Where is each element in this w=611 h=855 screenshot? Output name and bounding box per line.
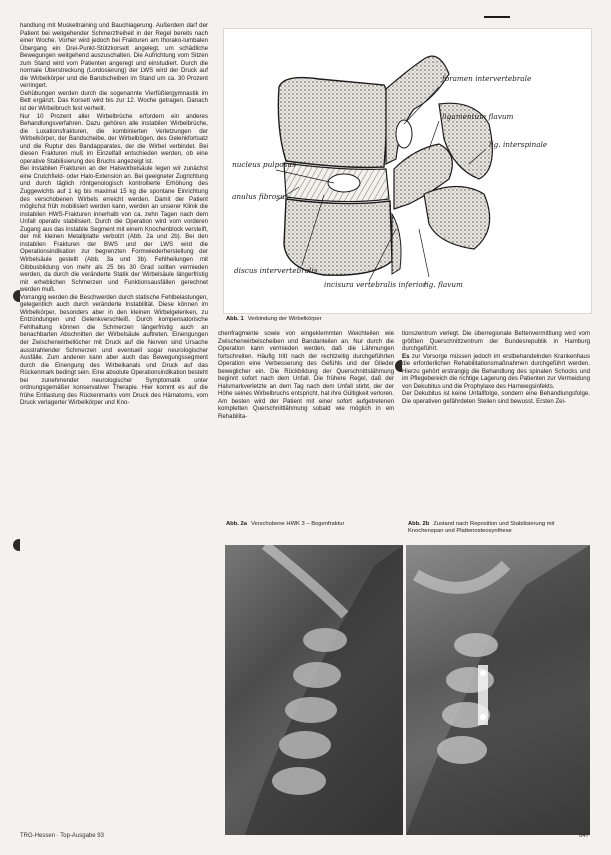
column-2	[218, 330, 394, 421]
figure1-caption-text: Verbindung der Wirbelkörper	[247, 316, 322, 322]
figure2a-caption	[226, 521, 396, 528]
col3-lead: Es	[402, 352, 410, 360]
figure-vertebra-diagram	[223, 28, 592, 314]
page-number: 647	[578, 833, 589, 839]
col3-paragraph-2	[402, 353, 590, 391]
col1-paragraph: handlung mit Muskeltraining und Bauchlagerung. Außerdem darf der Patient bei weitgehender Schmerzfreiheit in der Regel bereits nach einer Woche. Vorher wird jedoch bei Frakturen am thorako-lumbalen Übergang ein Drei-Punkt-Stützkorsett angelegt, um schädliche Bewegungen weitgehend auszuschalten. Die Aufrichtung vom Sitzen zum Stand wird vom Patienten angeregt und einstudiert. Durch die normale Überstreckung (Lordosierung) der LWS wird der Druck auf die Wirbelkörper und die Bandscheiben im Stand um ca. 30 Prozent verringert.	[20, 22, 208, 90]
col3-paragraph: tionszentrum verlegt. Die überregionale Bettenvermittlung wird vom größten Querschnittzentrum der Bundesrepublik in Hamburg durchgeführt.	[402, 330, 590, 353]
col3-paragraph: Der Dekubitus ist keine Unfallfolge, sondern eine Behandlungsfolge. Die operativen gefährdeten Stellen sind bewusst. Ersten Zei-	[402, 390, 590, 405]
lower-pedicle	[392, 214, 401, 274]
column-3	[402, 330, 590, 405]
label-discus: discus intervertebralis	[234, 266, 318, 275]
label-foramen: foramen intervertebrale	[442, 74, 532, 83]
margin-bullet-icon	[13, 290, 20, 302]
figure2a-caption-label: Abb. 2a	[226, 521, 247, 527]
figure2b-caption-label: Abb. 2b	[408, 521, 430, 527]
label-nucleus-pulposus: nucleus pulposus	[232, 160, 296, 169]
label-lig-interspinale: lig. interspinale	[489, 140, 548, 149]
spinous-process-lower	[424, 187, 490, 250]
col1-paragraph: Gehübungen werden durch die sogenannte Vierfüßlergymnastik im Bett ergänzt. Das Korsett wird bis zur 12. Woche getragen. Danach ist der Wirbelbruch fest verheilt.	[20, 89, 208, 113]
lower-vertebral-body	[284, 199, 392, 275]
figure1-caption-label: Abb. 1	[226, 316, 244, 322]
footer-left: TRG-Hessen · Top-Ausgabe 93	[20, 833, 104, 839]
figure2b-caption	[408, 521, 590, 535]
margin-bullet-icon	[13, 539, 20, 551]
label-incisura: incisura vertebralis inferior	[324, 280, 427, 289]
intervertebral-foramen	[396, 120, 412, 148]
label-lig-flavum: lig. flavum	[424, 280, 463, 289]
col1-paragraph: Vorrangig werden die Beschwerden durch statische Fehlbelastungen, gelegentlich auch durch veränderte Instabilität. Diese können im Wirbelkörper, besonders aber in den kleinen Wirbelgelenken, zu Entzündungen und Gelenkverschleiß. Durch kompensatorische Fehlhaltung können die Schmerzen längerfristig auch an benachbarten Abschnitten der Wirbelsäule auftreten. Einengungen der Zwischenwirbellöcher mit Druck auf die Nerven sind Ursache ausstrahlender Schmerzen und eventuell sogar neurologischer Ausfälle. Zum anderen kann aber auch das Bewegungssegment durch die Einengung des Wirbelkanals und Druck auf das Rückenmark bedingt sein. Eine absolute Operationsindikation besteht bei zunehmender neurologischer Symptomatik unter ordnungsgemäßer konservativer Therapie. Hier kommt es auf die frühe Entlastung des Rückenmarks vom Druck des Hämatoms, vom Druck verlagerter Wirbelkörper und Kno-	[20, 293, 209, 407]
figure2a-caption-text: Verschobene HWK 3 – Bogenfraktur	[250, 521, 345, 527]
label-anulus-fibrosus: anulus fibrosus	[232, 192, 289, 201]
vertebra-illustration	[224, 29, 591, 313]
xray-image-2b	[406, 545, 590, 835]
margin-bullet-icon	[395, 360, 402, 372]
figure1-caption	[226, 316, 322, 323]
col3-text: zur Vorsorge müssen jedoch im erstbehandelnden Krankenhaus die erforderlichen Rehabilitationsmaßnahmen durchgeführt werden. Hierzu gehört erstrangig die Behandlung des spinalen Schocks und im Pflegebereich die richtige Lagerung des Patienten zur Vermeidung von Dekubitus und die Prophylaxe des Harnwegsinfekts.	[402, 352, 590, 390]
col1-paragraph: Nur 10 Prozent aller Wirbelbrüche erfordern ein anderes Behandlungsverfahren. Dazu gehören alle instabilen Wirbelbrüche, die Luxationsfrakturen, die kombinierten Verletzungen der Wirbelkörper, der Bandscheibe, der Wirbelbögen, des Gelenkfortsatz und die Ruptur des Bandapparates, der die Wirbel verbindet. Bei diesen Frakturen muß im Einzelfall entschieden werden, ob eine operative Stabilisierung des Bruchs angezeigt ist.	[20, 112, 208, 165]
label-ligamentum-flavum: ligamentum flavum	[442, 112, 514, 121]
top-rule	[484, 16, 510, 18]
col1-paragraph: Bei instabilen Frakturen an der Halswirbelsäule legen wir zunächst eine Crutchfield- oder Halo-Extension an. Bei geeigneter Zugrichtung und durch täglich röntgenologisch kontrollierte Erhöhung des Zuggewichts auf 1 kg bis maximal 15 kg die spontane Einrichtung des verschobenen Wirbels erreicht werden. Damit der Patient möglichst früh mobilisiert werden kann, werden an unserer Klinik die instabilen HWS-Frakturen innerhalb von ca. zehn Tagen nach dem Unfall operativ stabilisiert. Durch die Operation wird vom vorderen Zugang aus das instabile Segment mit einem Knochenblock versteift, der mit kleinen Metallplatte verbolzt (Abb. 2a und 2b). Bei den instabilen Frakturen der BWS und der LWS wird die Operationsindikation zur begrenzten Formwiederherstellung der Wirbelsäule gestellt (Abb. 3a und 3b). Fehlheilungen mit Gibbusbildung von mehr als 25 bis 30 Grad sollten vermieden werden, da durch die veränderte Statik der Wirbelsäule längerfristig mit erheblichen Schmerzen und Funktionsausfällen gerechnet werden muß.	[20, 165, 208, 294]
col2-paragraph: chenfragmente sowie von eingeklemmten Weichteilen wie Zwischenwirbelscheiben und Bandanteilen an. Nur durch die Operation kann vermieden werden, daß die Lähmungen fortschreiten. Häufig tritt nach der rechtzeitig durchgeführten Operation eine Verbesserung des Gefühls und der Glieder beweglicher ein. Die Rückbildung der Querschnittslähmung beginnt sofort nach dem Unfall. Die frühere Regel, daß der Halsmarkverletzte an dem Tag nach dem Unfall stirbt, der der Höhe seines Wirbelbruchs entspricht, hat ihre Gültigkeit verloren. Am besten wird der Patient mit einer sofort aufgetretenen kompletten Querschnittlähmung sobald wie möglich in ein Rehabilita-	[218, 330, 394, 421]
figure2b-caption-text: Zustand nach Reposition und Stabilisierung mit Knochenspan und Plattenosteosynthese	[408, 521, 555, 534]
xray-image-2a	[225, 545, 403, 835]
column-1	[20, 22, 208, 407]
upper-vertebral-body	[278, 78, 388, 168]
